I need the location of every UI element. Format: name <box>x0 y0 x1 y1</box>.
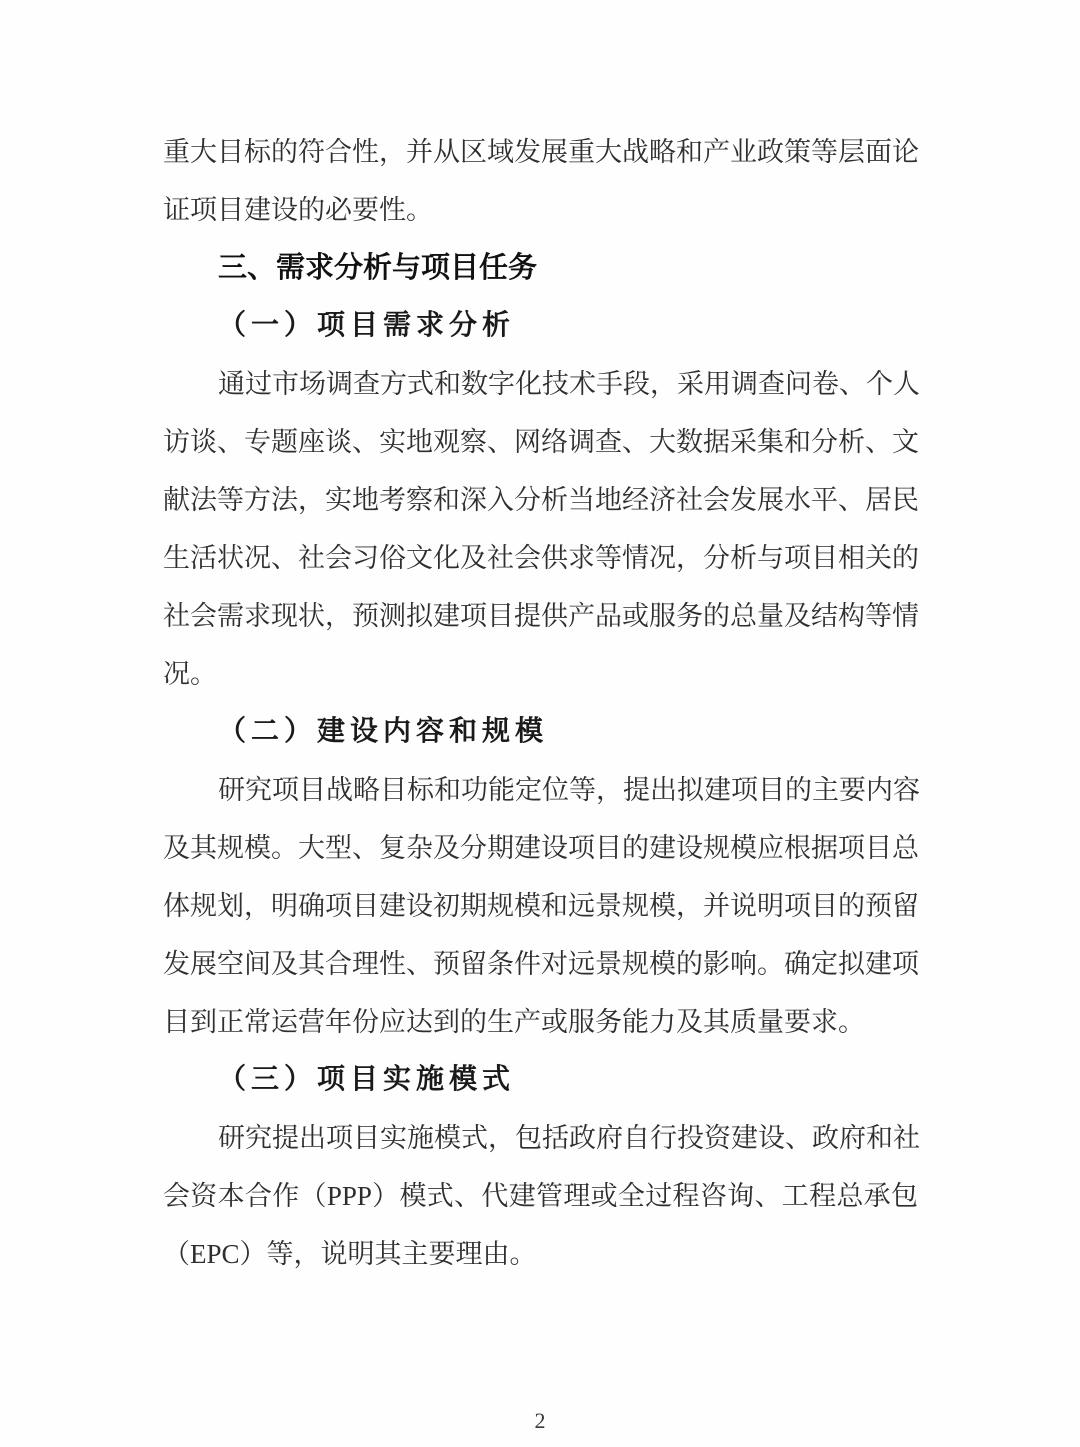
text-line: （EPC）等，说明其主要理由。 <box>163 1239 537 1269</box>
text-line: 社会需求现状，预测拟建项目提供产品或服务的总量及结构等情 <box>163 601 919 631</box>
text-line: 发展空间及其合理性、预留条件对远景规模的影响。确定拟建项 <box>163 949 919 979</box>
text-line: 通过市场调查方式和数字化技术手段，采用调查问卷、个人 <box>218 369 920 399</box>
subsection-heading-1: （一）项目需求分析 <box>218 310 516 341</box>
text-line: 重大目标的符合性，并从区域发展重大战略和产业政策等层面论 <box>163 137 919 167</box>
text-line: 研究项目战略目标和功能定位等，提出拟建项目的主要内容 <box>218 775 920 805</box>
subsection-heading-3: （三）项目实施模式 <box>218 1064 516 1095</box>
text-line: 及其规模。大型、复杂及分期建设项目的建设规模应根据项目总 <box>163 833 919 863</box>
section-heading: 三、需求分析与项目任务 <box>218 252 538 284</box>
text-line: 献法等方法，实地考察和深入分析当地经济社会发展水平、居民 <box>163 485 919 515</box>
document-content <box>163 123 918 1283</box>
text-line: 生活状况、社会习俗文化及社会供求等情况，分析与项目相关的 <box>163 543 919 573</box>
text-line: 况。 <box>163 659 217 689</box>
subsection-heading-2: （二）建设内容和规模 <box>218 716 549 747</box>
text-line: 访谈、专题座谈、实地观察、网络调查、大数据采集和分析、文 <box>163 427 919 457</box>
text-line: 研究提出项目实施模式，包括政府自行投资建设、政府和社 <box>218 1123 920 1153</box>
text-line: 体规划，明确项目建设初期规模和远景规模，并说明项目的预留 <box>163 891 919 921</box>
text-line: 证项目建设的必要性。 <box>163 195 433 225</box>
text-line: 目到正常运营年份应达到的生产或服务能力及其质量要求。 <box>163 1007 865 1037</box>
text-line: 会资本合作（PPP）模式、代建管理或全过程咨询、工程总承包 <box>163 1181 918 1211</box>
page-number: 2 <box>534 1408 546 1433</box>
